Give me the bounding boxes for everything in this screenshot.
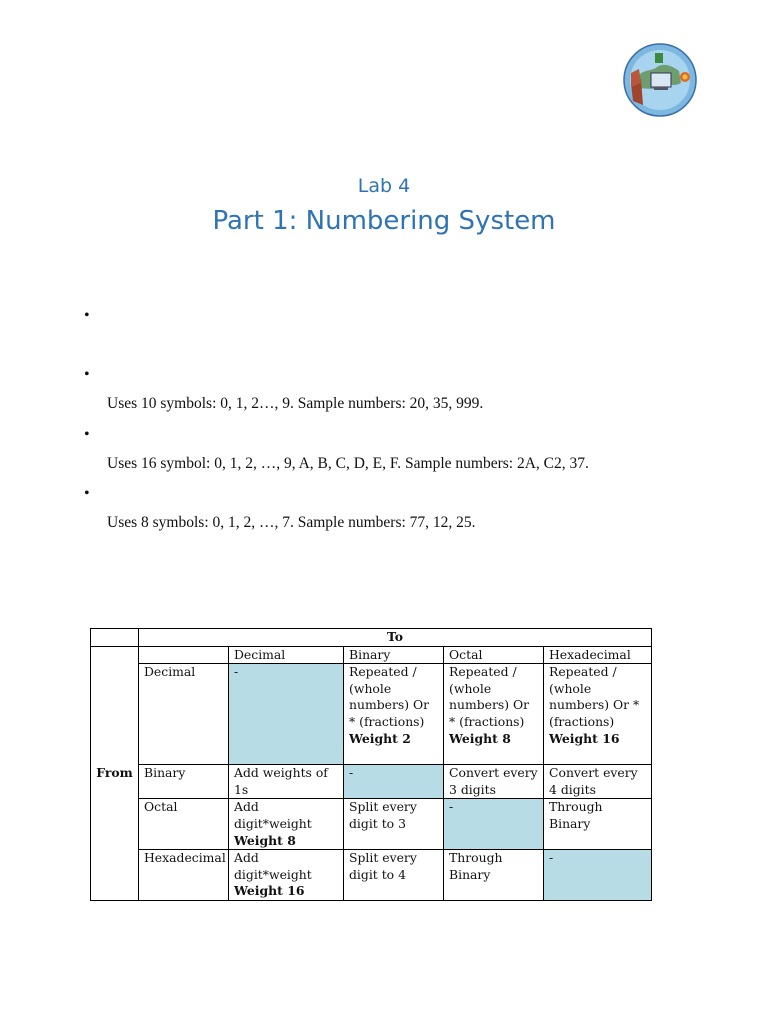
row-header: Octal <box>139 799 229 850</box>
table-cell: Split every digit to 4 <box>344 850 444 901</box>
lab-subtitle: Lab 4 <box>357 175 411 197</box>
table-cell: Repeated / (whole numbers) Or * (fractions) Weight 2 <box>344 664 444 765</box>
bullet-dot: • <box>84 426 90 443</box>
row-header: Binary <box>139 765 229 799</box>
table-cell: - <box>344 765 444 799</box>
from-header: From <box>91 646 139 900</box>
table-row <box>91 629 652 647</box>
table-row <box>91 765 652 799</box>
empty-cell <box>139 646 229 664</box>
row-header: Hexadecimal <box>139 850 229 901</box>
bullet-dot: • <box>84 307 90 324</box>
bullet-text-hexadecimal: Uses 16 symbol: 0, 1, 2, …, 9, A, B, C, D, E, F. Sample numbers: 2A, C2, 37. <box>107 455 589 472</box>
column-header: Binary <box>344 646 444 664</box>
table-row <box>91 799 652 850</box>
table-cell: Repeated / (whole numbers) Or * (fractions) Weight 16 <box>544 664 652 765</box>
conversion-table <box>90 628 652 901</box>
table-row <box>91 850 652 901</box>
table-cell: Through Binary <box>544 799 652 850</box>
column-header: Octal <box>444 646 544 664</box>
bullet-dot: • <box>84 485 90 502</box>
empty-cell <box>91 629 139 647</box>
table-row <box>91 664 652 765</box>
table-cell: Add weights of 1s <box>229 765 344 799</box>
row-header: Decimal <box>139 664 229 765</box>
table-row <box>91 646 652 664</box>
table-cell: Split every digit to 3 <box>344 799 444 850</box>
table-cell: Convert every 3 digits <box>444 765 544 799</box>
table-cell: - <box>544 850 652 901</box>
column-header: Hexadecimal <box>544 646 652 664</box>
university-emblem-icon <box>623 43 697 117</box>
table-cell: - <box>229 664 344 765</box>
table-cell: - <box>444 799 544 850</box>
column-header: Decimal <box>229 646 344 664</box>
table-cell: Convert every 4 digits <box>544 765 652 799</box>
to-header: To <box>139 629 652 647</box>
table-cell: Repeated / (whole numbers) Or * (fractions) Weight 8 <box>444 664 544 765</box>
table-cell: Add digit*weight Weight 16 <box>229 850 344 901</box>
bullet-dot: • <box>84 366 90 383</box>
page-title: Part 1: Numbering System <box>212 206 556 236</box>
bullet-text-octal: Uses 8 symbols: 0, 1, 2, …, 7. Sample numbers: 77, 12, 25. <box>107 514 476 531</box>
table-cell: Add digit*weight Weight 8 <box>229 799 344 850</box>
table-cell: Through Binary <box>444 850 544 901</box>
bullet-text-decimal: Uses 10 symbols: 0, 1, 2…, 9. Sample numbers: 20, 35, 999. <box>107 395 484 412</box>
